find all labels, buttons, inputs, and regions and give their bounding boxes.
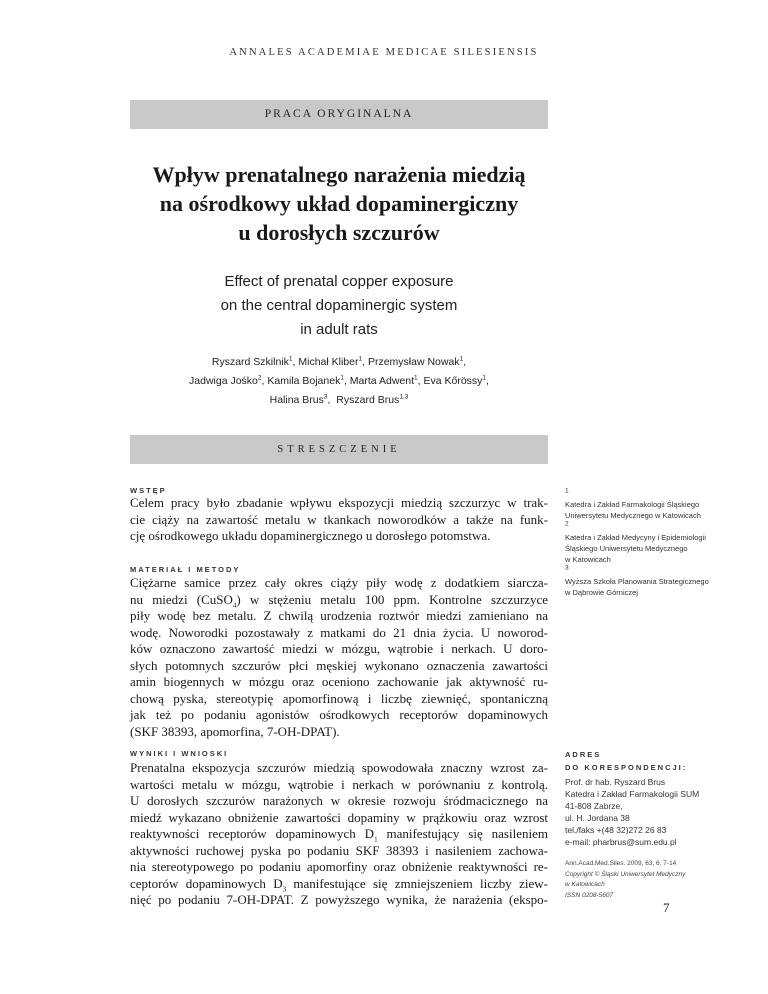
heading-line: ADRES	[565, 750, 602, 759]
author-name: Jadwiga Jośko	[189, 375, 258, 387]
affiliation-number: 2	[565, 520, 569, 528]
author-name: Eva Kőrössy	[423, 375, 483, 387]
subscript: 1	[374, 835, 378, 844]
author-affiliation: 1	[288, 355, 293, 363]
abstract-heading-band: STRESZCZENIE	[130, 435, 548, 464]
author-name: Kamila Bojanek	[267, 375, 341, 387]
text-fragment: reaktywności receptorów dopaminowych D	[130, 826, 375, 841]
author-affiliation: 1	[482, 374, 487, 382]
text-line: U dorosłych szczurów narażonych w okresie rozwoju śródmacicznego na	[130, 793, 548, 808]
author-line: Jadwiga Jośko$^2$, Kamila Bojanek$^1$, Marta Adwent$^1$, Eva Kőrössy$^1$,	[189, 374, 489, 387]
affiliations	[565, 488, 735, 598]
author-affiliation: 1	[414, 374, 418, 382]
text-line: amin biogennych w mózgu oraz oceniono zachowanie jak aktywność ru-	[130, 674, 548, 689]
citation-block	[565, 859, 735, 901]
text-line: aktywności ruchowej pyska po podaniu SKF 38393 i nasileniem zachowa-	[130, 842, 548, 858]
affiliation-text: Katedra i Zakład Farmakologii Śląskiego	[565, 500, 700, 509]
text-line: piły wodę bez metalu. Z chwilą urodzenia roztwór miedzi zamieniano na	[130, 608, 548, 623]
intro-heading: WSTĘP	[130, 486, 167, 495]
results-heading: WYNIKI I WNIOSKI	[130, 749, 229, 758]
text-fragment: ceptorów dopaminowych D	[130, 875, 283, 891]
subscript: 3	[282, 885, 287, 894]
copyright-line: Copyright © Śląski Uniwersytet Medyczny	[565, 870, 686, 878]
text-line: wodę. Noworodki pozostawały z matkami do 21 dnia życia. U noworod-	[130, 624, 548, 640]
copyright-line: w Katowicach	[565, 881, 605, 888]
address-line: Katedra i Zakład Farmakologii SUM	[565, 789, 700, 799]
text-line: cie ciąży na zawartość metalu w tkankach noworodków a także na funk-	[130, 511, 548, 527]
text-line: ków oznaczono zawartość miedzi w mózgu, wątrobie i nerkach. U doro-	[130, 641, 548, 656]
subtitle-line: Effect of prenatal copper exposure	[224, 273, 454, 290]
author-affiliation: 3	[323, 393, 328, 401]
text-line: Prenatalna ekspozycja szczurów miedzią spowodowała znaczny wzrost za-	[130, 760, 548, 775]
issn: ISSN 0208-5607	[565, 891, 614, 899]
address-line: 41-808 Zabrze,	[565, 801, 623, 811]
affiliation-line: w Katowicach	[565, 555, 611, 564]
text-line: chową pyska, stereotypię apomorfinową i liczbę ziewnięć, spontaniczną	[130, 690, 548, 706]
title-polish	[130, 160, 548, 247]
correspondence-heading	[565, 748, 687, 774]
affiliation-line: w Dąbrowie Górniczej	[565, 588, 638, 597]
text-line	[130, 592, 548, 609]
affiliation-line	[565, 521, 735, 543]
affiliation-text: Katedra i Zakład Medycyny i Epidemiologii	[565, 533, 706, 542]
title-line: u dorosłych szczurów	[238, 220, 440, 245]
author-line: Halina Brus$^3$, Ryszard Brus$^{1,3}$	[269, 393, 409, 406]
author-name: Ryszard Szkilnik	[211, 356, 289, 368]
author-affiliation: 2	[257, 374, 262, 382]
methods-heading: MATERIAŁ I METODY	[130, 565, 241, 574]
address-line: Prof. dr hab. Ryszard Brus	[565, 777, 666, 787]
author-name: Ryszard Brus	[336, 394, 400, 406]
affiliation-line: Uniwersytetu Medycznego w Katowicach	[565, 511, 701, 520]
address-line: tel./faks +(48 32)272 26 83	[565, 825, 667, 835]
heading-line: DO KORESPONDENCJI:	[565, 763, 688, 772]
title-english	[130, 270, 548, 342]
page-number: 7	[663, 900, 670, 915]
author-name: Halina Brus	[269, 394, 324, 406]
email-address: e-mail: pharbrus@sum.edu.pl	[565, 837, 677, 847]
subscript: 4	[232, 601, 237, 610]
affiliation-number: 3	[565, 564, 569, 572]
author-line: Ryszard Szkilnik$^1$, Michał Kliber$^1$, Przemysław Nowak$^1$,	[211, 355, 467, 368]
article-type-band: PRACA ORYGINALNA	[130, 100, 548, 129]
affiliation-line	[565, 488, 735, 510]
author-list	[130, 353, 548, 410]
text-line: miedź wykazano obniżenie zawartości dopaminy w prążkowiu oraz wzrost	[130, 809, 548, 825]
author-name: Marta Adwent	[349, 375, 414, 387]
subtitle-line: on the central dopaminergic system	[220, 297, 458, 314]
citation-ref: Ann.Acad.Med.Siles. 2009, 63, 6, 7-14	[565, 860, 677, 867]
text-fragment: manifestujący się nasileniem	[377, 826, 548, 841]
text-line: nięć po podaniu 7-OH-DPAT. Z powyższego wynika, że narażenia (ekspo-	[130, 892, 548, 907]
affiliation-line: Śląskiego Uniwersytetu Medycznego	[565, 544, 688, 553]
author-affiliation: 1	[358, 355, 363, 363]
journal-name: ANNALES ACADEMIAE MEDICAE SILESIENSIS	[229, 47, 539, 58]
text-line: Ciężarne samice przez cały okres ciąży piły wodę z dodatkiem siarcza-	[130, 575, 548, 590]
author-name: Przemysław Nowak	[367, 356, 460, 368]
author-name: Michał Kliber	[298, 356, 359, 368]
address-line: ul. H. Jordana 38	[565, 813, 630, 823]
text-fragment: nu miedzi (CuSO	[130, 591, 233, 607]
author-affiliation: 1	[340, 374, 344, 382]
correspondence-address	[565, 776, 735, 848]
intro-text	[130, 495, 548, 545]
text-fragment: manifestujące się zmniejszeniem liczby ziew-	[286, 875, 548, 891]
text-line: jak też po podaniu agonistów ośrodkowych receptorów dopaminowych	[130, 707, 548, 722]
text-line: Celem pracy było zbadanie wpływu ekspozycji miedzią szczurzyc w trak-	[130, 495, 548, 510]
text-line	[130, 876, 548, 893]
text-line	[130, 826, 548, 843]
affiliation-line	[565, 565, 735, 587]
text-line: wartości metalu w mózgu, wątrobie i nerkach w porównaniu z kontrolą.	[130, 776, 548, 792]
title-line: Wpływ prenatalnego narażenia miedzią	[152, 162, 526, 187]
text-line: słych potomnych szczurów płci męskiej wykonano oznaczenia zawartości	[130, 657, 548, 673]
affiliation-text: Wyższa Szkoła Planowania Strategicznego	[565, 577, 709, 586]
affiliation-number: 1	[565, 487, 569, 495]
text-fragment: ) w stężeniu metalu 100 ppm. Kontrolne szczurzyce	[236, 591, 548, 607]
subtitle-line: in adult rats	[300, 321, 378, 338]
text-line: cję ośrodkowego układu dopaminergicznego u dorosłego potomstwa.	[130, 528, 491, 543]
author-affiliation: 1,3	[399, 393, 409, 401]
methods-text	[130, 575, 548, 740]
title-line: na ośrodkowy układ dopaminergiczny	[159, 191, 519, 216]
author-affiliation: 1	[459, 355, 464, 363]
results-text	[130, 760, 548, 909]
text-line: nia stereotypowego po podaniu apomorfiny oraz obniżenie reaktywności re-	[130, 859, 548, 874]
text-line: (SKF 38393, apomorfina, 7-OH-DPAT).	[130, 723, 340, 739]
